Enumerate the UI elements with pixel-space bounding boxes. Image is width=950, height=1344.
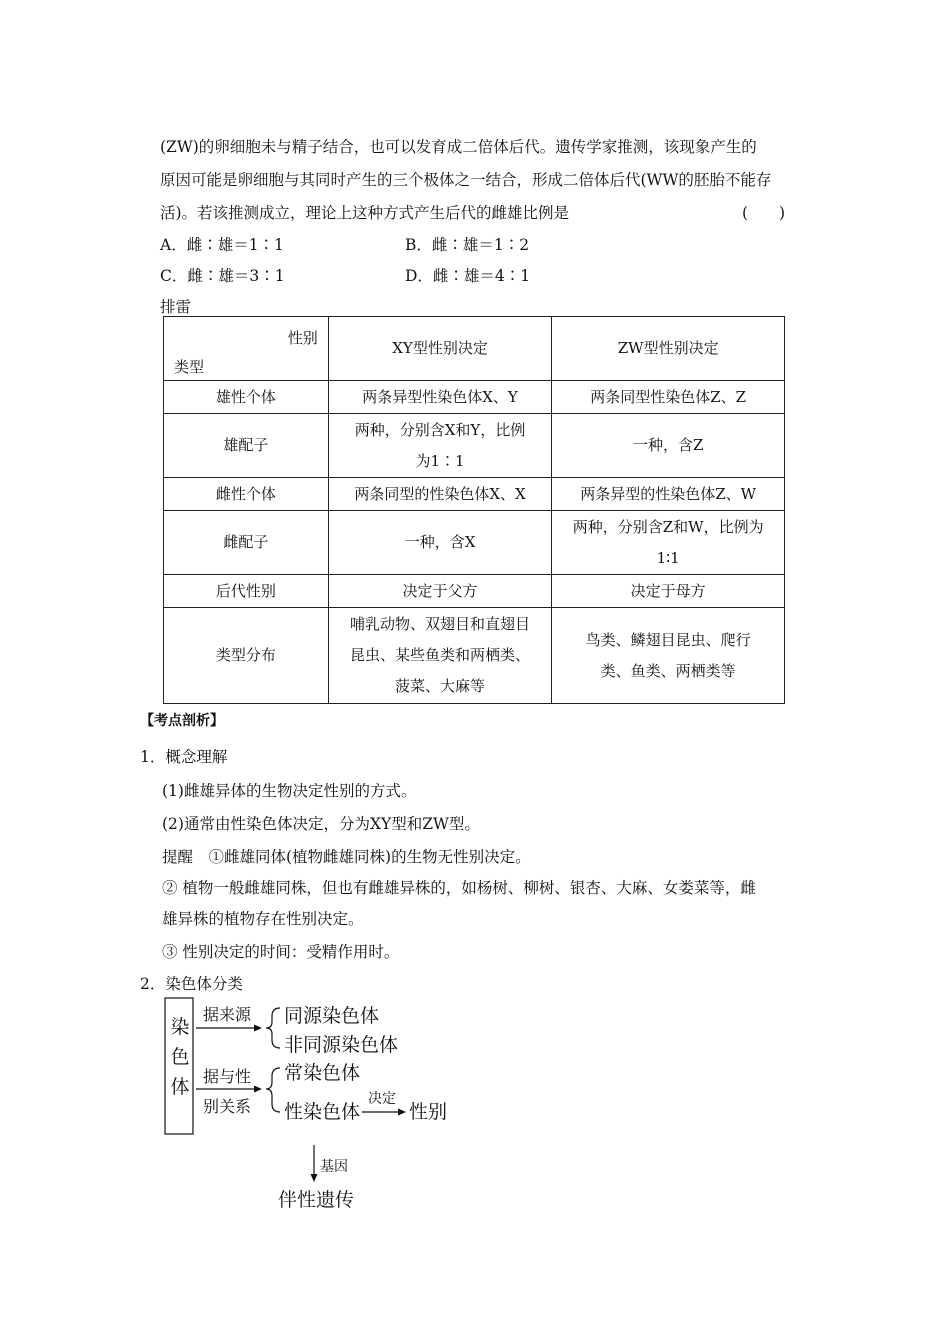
- option-c: C．雌∶雄＝3∶1: [160, 267, 285, 285]
- header-zw: ZW型性别决定: [552, 317, 785, 381]
- root-char: 体: [170, 1076, 190, 1098]
- cell-text: 鸟类、鳞翅目昆虫、爬行: [585, 630, 751, 649]
- option-b: B．雌∶雄＝1∶2: [405, 236, 530, 254]
- tip-2-line-1: ② 植物一般雌雄同株，但也有雌雄异株的，如杨树、柳树、银杏、大麻、女娄菜等，雌: [162, 879, 756, 897]
- cell-text: 昆虫、某些鱼类和两栖类、: [350, 646, 531, 664]
- gene-label: 基因: [320, 1159, 348, 1175]
- by-sex-label-2: 别关系: [203, 1097, 252, 1116]
- cell-text: 两条同型性染色体Z、Z: [590, 387, 747, 406]
- point-2: (2)通常由性染色体决定，分为XY型和ZW型。: [162, 815, 480, 833]
- answer-parenthesis: ( ): [742, 204, 786, 222]
- question-line-3: 活)。若该推测成立，理论上这种方式产生后代的雌雄比例是: [160, 204, 570, 222]
- nonhomologous-label: 非同源染色体: [284, 1034, 399, 1056]
- cell-text: 菠菜、大麻等: [395, 677, 486, 695]
- cell-text: 类、鱼类、两栖类等: [600, 661, 736, 680]
- cell-text: 决定于父方: [402, 581, 478, 600]
- question-line-1: (ZW)的卵细胞未与精子结合，也可以发育成二倍体后代。遗传学家推测，该现象产生的: [160, 138, 757, 156]
- root-label: [170, 1012, 190, 1102]
- cell-text: 两条同型的性染色体X、X: [354, 484, 526, 503]
- root-char: 色: [170, 1046, 190, 1068]
- by-source-label: 据来源: [203, 1005, 252, 1024]
- diag-bottom-label: 类型: [174, 358, 205, 376]
- option-a: A．雌∶雄＝1∶1: [160, 236, 284, 254]
- question-line-2: 原因可能是卵细胞与其同时产生的三个极体之一结合，形成二倍体后代(WW的胚胎不能存: [160, 171, 772, 189]
- diag-top-label: 性别: [287, 329, 318, 347]
- sex-chromosome-label: 性染色体: [284, 1101, 361, 1123]
- cell-text: 两种，分别含X和Y，比例: [354, 420, 526, 439]
- tip-1: 提醒 ①雌雄同体(植物雌雄同株)的生物无性别决定。: [162, 848, 531, 866]
- row-label: 类型分布: [164, 608, 329, 704]
- row-label: 雄性个体: [164, 381, 329, 414]
- cell-text: 一种，含Z: [632, 436, 704, 454]
- decide-label: 决定: [368, 1091, 396, 1107]
- tip-2-line-2: 雄异株的植物存在性别决定。: [162, 910, 364, 928]
- cell-text: 1∶1: [656, 548, 680, 567]
- by-sex-label-1: 据与性: [203, 1067, 252, 1086]
- subsection-2-title: 2．染色体分类: [140, 975, 243, 993]
- cell-text: 两条异型的性染色体Z、W: [580, 484, 757, 503]
- sex-label: 性别: [409, 1101, 448, 1123]
- sex-relation-arrowhead: [254, 1086, 262, 1093]
- cell-text: 两种，分别含Z和W，比例为: [572, 517, 764, 536]
- decide-arrowhead: [398, 1109, 406, 1116]
- point-1: (1)雌雄异体的生物决定性别的方式。: [162, 782, 417, 800]
- cell-text: 决定于母方: [630, 581, 706, 600]
- option-d: D．雌∶雄＝4∶1: [405, 267, 531, 285]
- cell-text: 哺乳动物、双翅目和直翅目: [350, 615, 531, 633]
- source-arrowhead: [254, 1025, 262, 1032]
- brace-icon: [266, 1008, 280, 1048]
- pailei-label: 排雷: [160, 298, 192, 316]
- header-xy: XY型性别决定: [328, 317, 552, 381]
- autosome-label: 常染色体: [284, 1062, 361, 1084]
- brace-icon: [266, 1068, 280, 1112]
- gene-arrowhead: [311, 1174, 318, 1182]
- section-heading: 【考点剖析】: [140, 713, 224, 729]
- sex-linked-inheritance-label: 伴性遗传: [278, 1189, 355, 1211]
- cell-text: 一种，含X: [404, 533, 476, 551]
- row-label: 雄配子: [164, 414, 329, 478]
- subsection-1-title: 1．概念理解: [140, 748, 228, 766]
- tip-3: ③ 性别决定的时间：受精作用时。: [162, 943, 400, 961]
- cell-text: 两条异型性染色体X、Y: [362, 387, 518, 406]
- row-label: 后代性别: [164, 575, 329, 608]
- homologous-label: 同源染色体: [284, 1005, 380, 1027]
- cell-text: 为1∶1: [415, 451, 465, 470]
- root-char: 染: [170, 1016, 190, 1038]
- row-label: 雌性个体: [164, 478, 329, 511]
- row-label: 雌配子: [164, 511, 329, 575]
